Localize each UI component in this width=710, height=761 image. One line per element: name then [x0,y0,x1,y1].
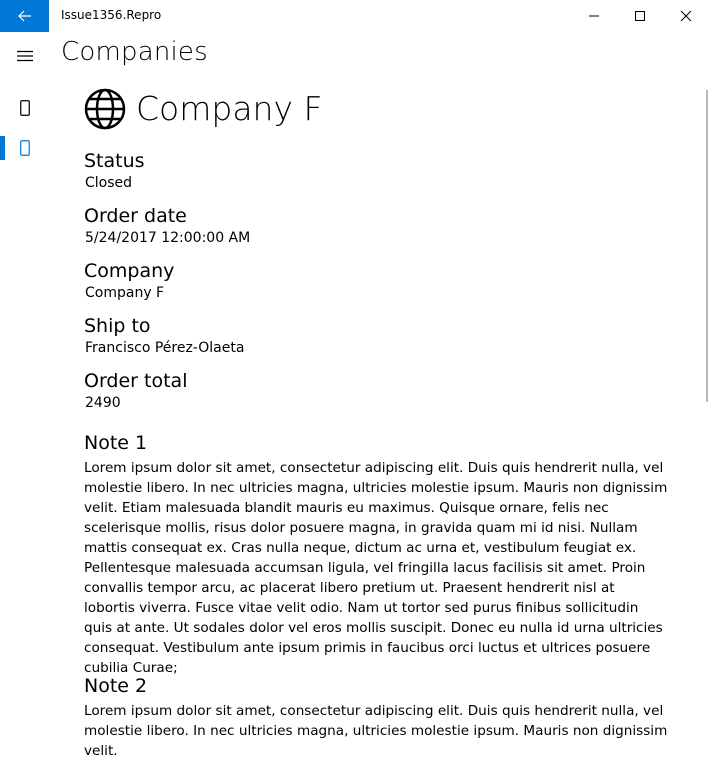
status-label: Status [84,150,145,172]
order-date-value: 5/24/2017 12:00:00 AM [85,230,251,246]
order-total-label: Order total [84,370,188,392]
note-body: Lorem ipsum dolor sit amet, consectetur adipiscing elit. Duis quis hendrerit nulla, vel molestie libero. In nec ultricies magna, ultricies molestie ipsum. Mauris non dignissim velit. Etiam malesuada blandit mauris eu maximus. Quisque ornare, felis nec scelerisque mollis, risus dolor posuere magna, in gravida quam mi id nisi. Nullam mattis consequat ex. Cras nulla neque, dictum ac urna et, vestibulum feugiat ex. Pellentesque malesuada accumsan ligula, vel fringilla lacus facilisis sit amet. Proin convallis tempor arcu, ac placerat libero pretium ut. Praesent hendrerit nisl at lobortis viverra. Fusce vitae velit odio. Nam ut tortor sed purus finibus sollicitudin quis at ante. Ut sodales dolor vel eros mollis suscipit. Donec eu nulla id urna ultricies consequat. Vestibulum ante ipsum primis in faucibus orci luctus et ultrices posuere cubilia Curae; [84,460,668,676]
page-header: Companies [61,37,208,67]
nav-item-2[interactable] [0,128,49,168]
close-button[interactable] [663,0,709,32]
company-name-heading: Company F [136,89,323,128]
minimize-button[interactable] [571,0,617,32]
note-title: Note 1 [84,432,148,454]
maximize-icon [634,10,646,22]
title-bar [0,0,710,32]
ship-to-label: Ship to [84,315,151,337]
order-total-value: 2490 [85,395,121,411]
company-label: Company [84,260,175,282]
note-body: Lorem ipsum dolor sit amet, consectetur adipiscing elit. Duis quis hendrerit nulla, vel molestie libero. In nec ultricies magna, ultricies molestie ipsum. Mauris non dignissim velit. [84,703,668,759]
maximize-button[interactable] [617,0,663,32]
hamburger-menu-button[interactable] [0,32,49,80]
close-icon [680,10,692,22]
nav-item-1[interactable] [0,88,49,128]
order-date-label: Order date [84,205,187,227]
detail-content [84,86,674,759]
company-field [84,259,174,303]
company-value: Company F [85,285,165,301]
app-title: Issue1356.Repro [61,8,162,22]
phone-icon [20,140,30,156]
ship-to-value: Francisco Pérez-Olaeta [85,340,245,356]
ship-to-field [84,314,244,358]
order-total-field [84,369,187,413]
navigation-pane [0,32,49,736]
note-section [84,674,674,761]
status-value: Closed [85,175,133,191]
minimize-icon [588,10,600,22]
hamburger-icon [17,50,33,62]
back-button[interactable] [0,0,49,32]
back-arrow-icon [18,10,32,22]
vertical-scrollbar[interactable] [706,90,708,402]
order-date-field [84,204,250,248]
globe-icon [84,88,126,130]
phone-icon [20,100,30,116]
status-field [84,149,145,193]
selection-indicator [0,136,5,160]
detail-title [84,86,674,132]
note-section [84,431,674,678]
note-title: Note 2 [84,675,148,697]
